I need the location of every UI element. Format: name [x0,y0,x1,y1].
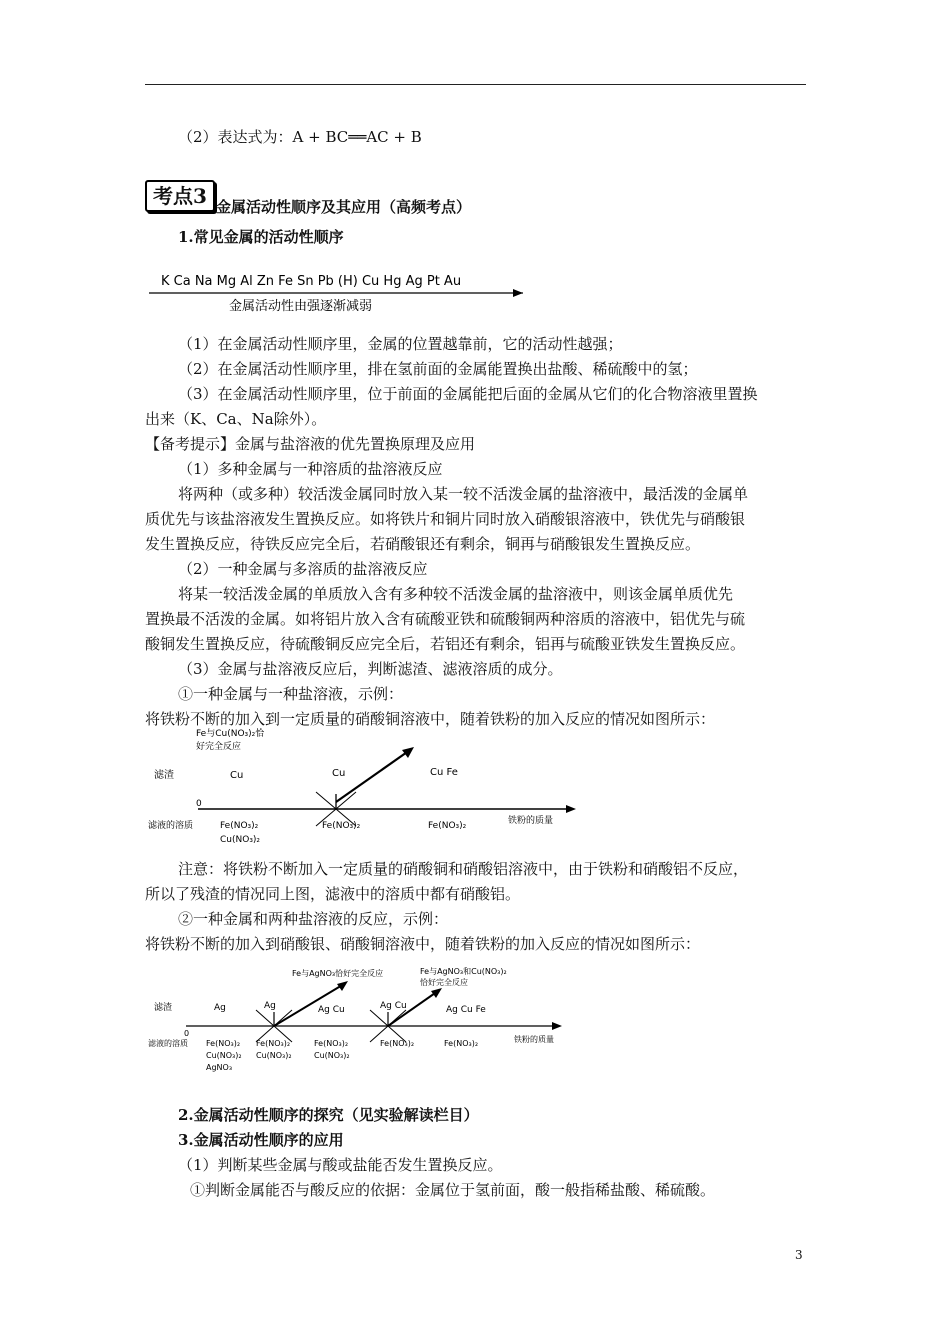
example-1-desc: 将铁粉不断的加入到一定质量的硝酸铜溶液中，随着铁粉的加入反应的情况如图所示： [145,710,716,728]
arrow-head-icon [513,289,523,297]
application-1: （1）判断某些金属与酸或盐能否发生置换反应。 [178,1156,503,1174]
section-title: 金属活动性顺序及其应用（高频考点） [216,198,472,216]
fig2-solute-c2: Cu(NO₃)₂ [314,1051,350,1060]
tip-2-line-3: 酸铜发生置换反应，待硫酸铜反应完全后，若铝还有剩余，铝再与硫酸亚铁发生置换反应。 [145,635,746,653]
fig2-mark-line [370,1010,388,1026]
rule-1: （1）在金属活动性顺序里，金属的位置越靠前，它的活动性越强； [178,335,623,353]
header-rule [145,84,806,85]
fig1-residue-b: Cu [332,768,346,779]
tip-1-title: （1）多种金属与一种溶质的盐溶液反应 [178,460,443,478]
fig2-origin: 0 [184,1029,190,1038]
note-line-1: 注意：将铁粉不断加入一定质量的硝酸铜和硝酸铝溶液中，由于铁粉和硝酸铝不反应， [178,860,749,878]
subsection-title-1: 1.常见金属的活动性顺序 [178,228,344,246]
example-2-title: ②一种金属和两种盐溶液的反应，示例： [178,910,449,928]
fig2-mark-line [274,1010,292,1026]
fig2-axis-label: 铁粉的质量 [514,1035,554,1044]
fig2-solute-c1: Fe(NO₃)₂ [314,1039,349,1048]
fig2-residue-b: Ag [264,1001,276,1011]
example-1-title: ①一种金属与一种盐溶液，示例： [178,685,404,703]
fig1-annotation-line-2: 好完全反应 [196,742,242,752]
tip-2-line-1: 将某一较活泼金属的单质放入含有多种较不活泼金属的盐溶液中，则该金属单质优先 [178,585,734,603]
tip-2-title: （2）一种金属与多溶质的盐溶液反应 [178,560,428,578]
figure-2-diagram [140,966,570,1072]
fig2-residue-d: Ag Cu [380,1001,407,1011]
fig2-solute-a2: Cu(NO₃)₂ [206,1051,242,1060]
fig2-mark-line [256,1010,274,1026]
fig2-axis-arrow-icon [552,1022,562,1030]
fig2-annotation-2-line-2: 恰好完全反应 [420,978,468,987]
fig1-arrow-head-icon [402,747,414,758]
tip-2-line-2: 置换最不活泼的金属。如将铝片放入含有硫酸亚铁和硫酸铜两种溶质的溶液中，铝优先与硫 [145,610,746,628]
fig2-solute-d: Fe(NO₃)₂ [380,1039,415,1048]
fig1-solute-c: Fe(NO₃)₂ [428,821,467,831]
fig2-solute-e: Fe(NO₃)₂ [444,1039,479,1048]
tip-title: 【备考提示】金属与盐溶液的优先置换原理及应用 [145,435,476,453]
fig1-solute-b: Fe(NO₃)₂ [322,821,361,831]
fig1-axis-arrow-icon [566,805,576,813]
fig2-mark-line [388,1010,406,1026]
fig1-mark-line [316,792,336,809]
fig2-solute-a3: AgNO₃ [206,1063,233,1072]
fig1-axis-label: 铁粉的质量 [508,816,554,826]
fig1-solute-a1: Fe(NO₃)₂ [220,821,259,831]
fig2-solute-b1: Fe(NO₃)₂ [256,1039,291,1048]
subsection-title-3: 3.金属活动性顺序的应用 [178,1131,344,1149]
fig2-arrow-2-head-icon [431,988,442,998]
fig1-residue-c: Cu Fe [430,767,458,778]
rule-2: （2）在金属活动性顺序里，排在氢前面的金属能置换出盐酸、稀硫酸中的氢； [178,360,698,378]
note-line-2: 所以了残渣的情况同上图，滤液中的溶质中都有硝酸铝。 [145,885,521,903]
fig1-solute-a2: Cu(NO₃)₂ [220,835,261,845]
rule-3-line-2: 出来（K、Ca、Na除外）。 [145,410,327,428]
fig2-solute-b2: Cu(NO₃)₂ [256,1051,292,1060]
fig2-arrow-1-head-icon [337,981,348,991]
fig2-annotation-2-line-1: Fe与AgNO₃和Cu(NO₃)₂ [420,967,507,976]
activity-caption: 金属活动性由强逐渐减弱 [229,299,373,314]
rule-3-line-1: （3）在金属活动性顺序里，位于前面的金属能把后面的金属从它们的化合物溶液里置换 [178,385,758,403]
tip-1-line-1: 将两种（或多种）较活泼金属同时放入某一较不活泼金属的盐溶液中，最活泼的金属单 [178,485,749,503]
application-1-a: ①判断金属能否与酸反应的依据：金属位于氢前面，酸一般指稀盐酸、稀硫酸。 [190,1181,716,1199]
subsection-title-2: 2.金属活动性顺序的探究（见实验解读栏目） [178,1106,479,1124]
figure-1-diagram [140,728,580,850]
tip-3-title: （3）金属与盐溶液反应后，判断滤渣、滤液溶质的成分。 [178,660,563,678]
fig1-annotation-arrow [336,750,410,802]
kaodian-badge: 考点3 [145,180,215,212]
fig2-residue-a: Ag [214,1003,226,1013]
fig2-residue-label: 滤渣 [154,1003,173,1013]
expression-line: （2）表达式为：A + BC══AC + B [178,128,422,146]
activity-series-text: K Ca Na Mg Al Zn Fe Sn Pb (H) Cu Hg Ag Pt Au [161,274,462,289]
example-2-desc: 将铁粉不断的加入到硝酸银、硝酸铜溶液中，随着铁粉的加入反应的情况如图所示： [145,935,701,953]
fig1-origin: 0 [196,799,202,809]
fig2-solute-a1: Fe(NO₃)₂ [206,1039,241,1048]
fig1-residue-a: Cu [230,770,244,781]
fig2-annotation-1: Fe与AgNO₃恰好完全反应 [292,969,384,978]
fig1-annotation-line-1: Fe与Cu(NO₃)₂恰 [196,729,265,739]
tip-1-line-3: 发生置换反应，待铁反应完全后，若硝酸银还有剩余，铜再与硝酸银发生置换反应。 [145,535,701,553]
tip-1-line-2: 质优先与该盐溶液发生置换反应。如将铁片和铜片同时放入硝酸银溶液中，铁优先与硝酸银 [145,510,746,528]
fig1-solute-label: 滤液的溶质 [148,821,194,831]
fig1-residue-label: 滤渣 [154,770,174,781]
fig2-residue-e: Ag Cu Fe [446,1005,486,1015]
page-number: 3 [795,1248,803,1262]
activity-series-figure [145,268,535,318]
fig2-residue-c: Ag Cu [318,1005,345,1015]
fig2-solute-label: 滤液的溶质 [148,1039,188,1048]
